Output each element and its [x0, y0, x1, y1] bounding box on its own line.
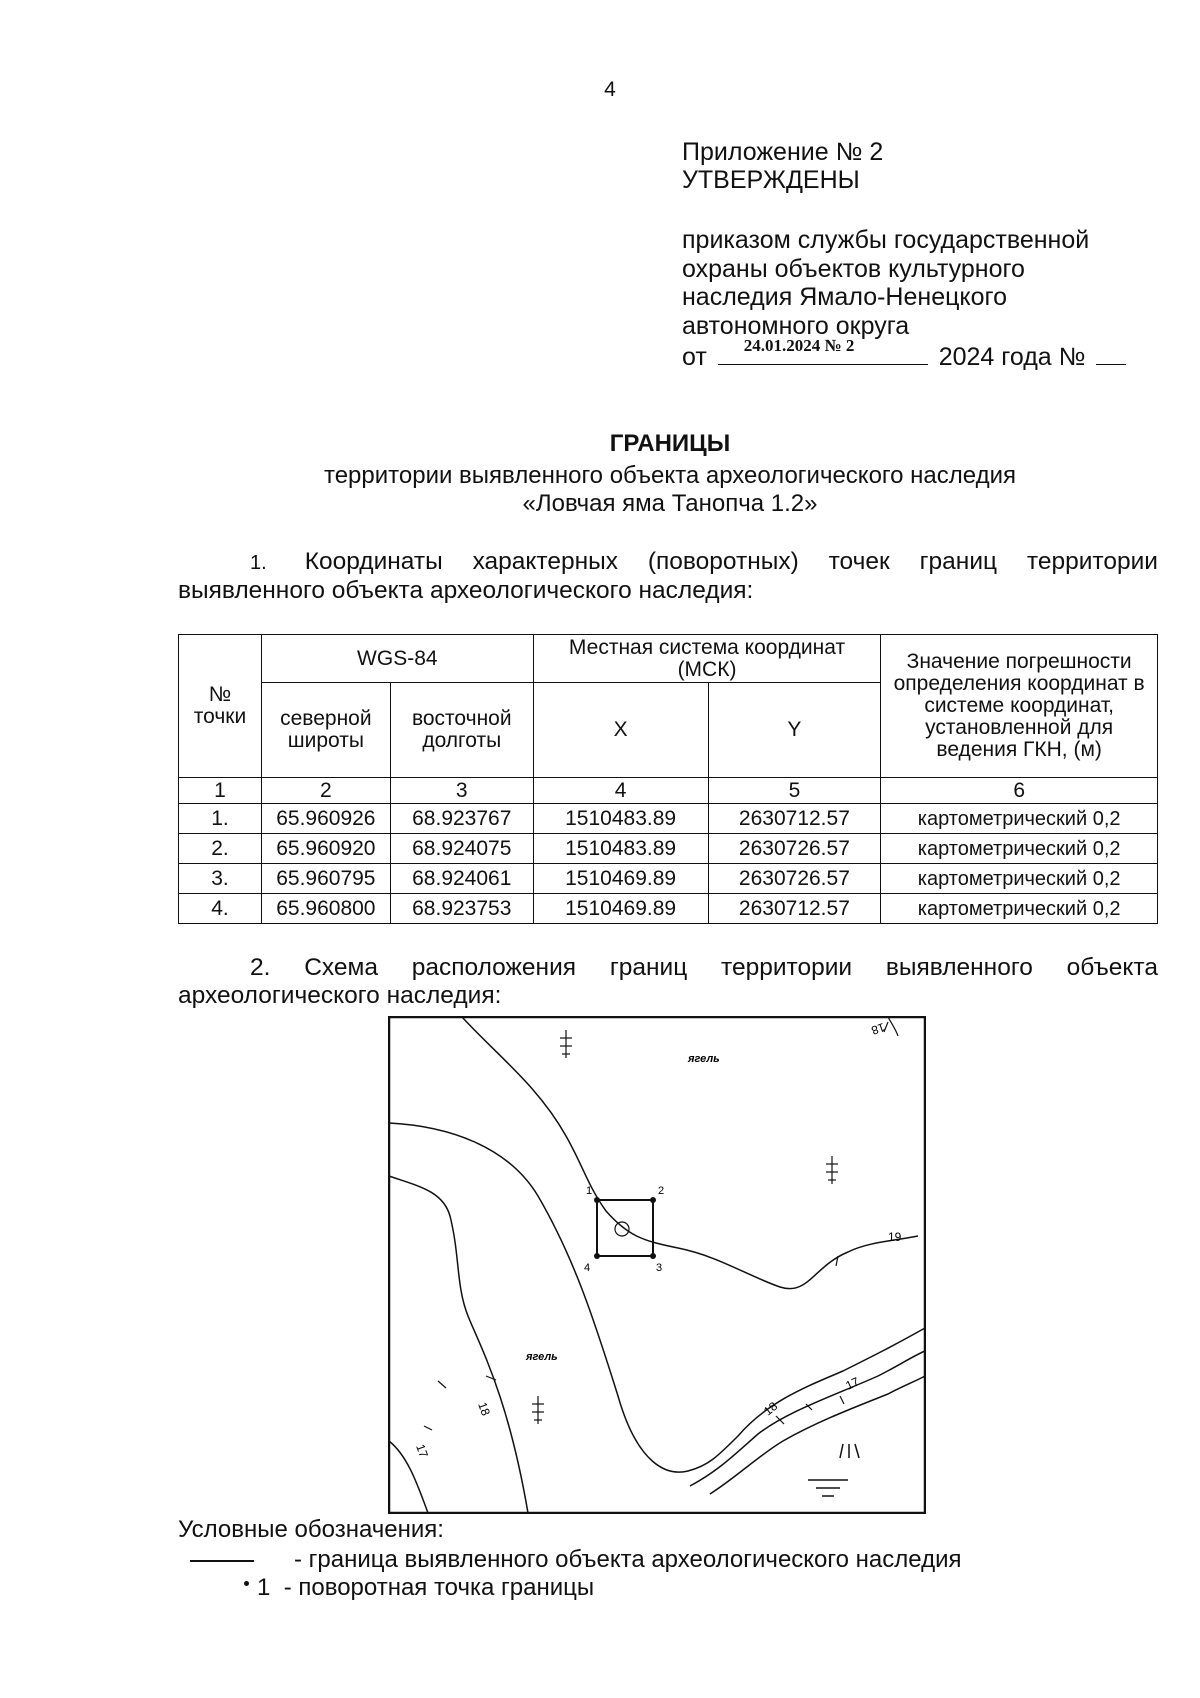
- cell-point: 2.: [179, 834, 262, 864]
- legend-boundary-text: - граница выявленного объекта археологического наследия: [294, 1546, 962, 1573]
- section-2-text: Схема расположения границ территории выявленного объекта: [304, 954, 1158, 981]
- marsh-water-icon: [808, 1480, 848, 1496]
- header-point-no: № точки: [179, 635, 262, 778]
- contour-label: 19: [888, 1230, 902, 1244]
- header-error: Значение погрешности определения координат в системе координат, установленной для ведения ГКН, (м): [881, 635, 1158, 778]
- cell-point: 4.: [179, 894, 262, 924]
- index-cell: 5: [708, 778, 881, 804]
- boundary-map: [388, 1016, 926, 1514]
- turning-point-3: [650, 1253, 656, 1259]
- turning-point-4: [594, 1253, 600, 1259]
- cell-error: картометрический 0,2: [881, 864, 1158, 894]
- table-row: [179, 894, 1158, 924]
- index-cell: 1: [179, 778, 262, 804]
- contour-18-right: [690, 1351, 925, 1486]
- cell-point: 1.: [179, 804, 262, 834]
- turning-point-icon: [244, 1581, 249, 1586]
- year-label: 2024 года №: [938, 343, 1086, 371]
- document-title: ГРАНИЦЫ: [609, 430, 731, 457]
- contour-valley: [389, 1123, 925, 1472]
- header-x: X: [533, 683, 708, 778]
- turning-point-2: [650, 1197, 656, 1203]
- legend-boundary: [190, 1546, 961, 1574]
- section-2-line: археологического наследия:: [178, 982, 502, 1009]
- cell-north: 65.960800: [261, 894, 390, 924]
- cell-north: 65.960926: [261, 804, 390, 834]
- point-label: 3: [656, 1262, 663, 1274]
- page-number: 4: [604, 78, 616, 101]
- cell-x: 1510483.89: [533, 804, 708, 834]
- annex-label: Приложение № 2: [682, 138, 884, 166]
- contour-label: 17: [413, 1442, 431, 1460]
- marsh-grass-icon: [840, 1444, 859, 1458]
- table-row: [179, 864, 1158, 894]
- section-2-line: [178, 954, 1158, 982]
- cell-error: картометрический 0,2: [881, 834, 1158, 864]
- contour-label: 18: [760, 1398, 781, 1419]
- site-marker: [615, 1222, 629, 1236]
- conifer-icon: [532, 1396, 544, 1424]
- section-2-heading: [178, 954, 1158, 1010]
- index-cell: 4: [533, 778, 708, 804]
- header-east: восточной долготы: [390, 683, 533, 778]
- cell-y: 2630726.57: [708, 834, 881, 864]
- date-stamp: 24.01.2024 № 2: [743, 336, 855, 355]
- point-label: 4: [584, 1262, 591, 1274]
- cell-x: 1510483.89: [533, 834, 708, 864]
- cell-north: 65.960920: [261, 834, 390, 864]
- conifer-icon: [560, 1030, 572, 1058]
- legend-point-text: - поворотная точка границы: [283, 1574, 595, 1601]
- contour-tick: [840, 1396, 844, 1404]
- contour-label: 18: [475, 1400, 493, 1418]
- order-line: автономного округа: [682, 311, 910, 340]
- vegetation-label: ягель: [688, 1053, 720, 1065]
- approved-label: УТВЕРЖДЕНЫ: [682, 166, 860, 194]
- boundary-line-icon: [190, 1560, 254, 1562]
- from-label: от: [682, 343, 707, 371]
- coordinates-table: [178, 634, 1158, 924]
- order-reference: [682, 226, 1126, 372]
- table-row: [179, 834, 1158, 864]
- table-row: [179, 804, 1158, 834]
- cell-east: 68.923767: [390, 804, 533, 834]
- legend-title: Условные обозначения:: [178, 1516, 444, 1543]
- cell-error: картометрический 0,2: [881, 804, 1158, 834]
- section-1-line: [178, 548, 1158, 577]
- cell-y: 2630726.57: [708, 864, 881, 894]
- contour-tick: [486, 1376, 496, 1380]
- cell-y: 2630712.57: [708, 894, 881, 924]
- section-1-text: Координаты характерных (поворотных) точек границ территории: [304, 548, 1158, 575]
- order-line: охраны объектов культурного: [682, 254, 1025, 283]
- order-line: наследия Ямало-Ненецкого: [682, 283, 1008, 311]
- number-blank: [1096, 340, 1126, 365]
- approval-block: [682, 138, 883, 194]
- contour-tick: [424, 1426, 432, 1430]
- legend-point: [244, 1574, 594, 1602]
- section-2-number: 2.: [250, 954, 271, 981]
- contour-tick: [438, 1381, 446, 1388]
- order-line: приказом службы государственной: [682, 226, 1090, 254]
- conifer-icon: [826, 1156, 838, 1184]
- cell-x: 1510469.89: [533, 864, 708, 894]
- subtitle-line: территории выявленного объекта археологического наследия: [323, 462, 1016, 489]
- contour-label: 17: [843, 1374, 862, 1393]
- cell-east: 68.924061: [390, 864, 533, 894]
- cell-east: 68.923753: [390, 894, 533, 924]
- index-cell: 6: [881, 778, 1158, 804]
- subtitle-line: «Ловчая яма Танопча 1.2»: [522, 490, 818, 517]
- cell-north: 65.960795: [261, 864, 390, 894]
- header-msk: Местная система координат (МСК): [533, 635, 881, 683]
- point-label: 2: [658, 1185, 665, 1197]
- vegetation-label: ягель: [526, 1351, 558, 1363]
- date-blank: [718, 336, 928, 365]
- section-1-line: выявленного объекта археологического наследия:: [178, 577, 754, 604]
- cell-east: 68.924075: [390, 834, 533, 864]
- index-row: [179, 778, 1158, 804]
- contour-label: 18: [869, 1019, 887, 1038]
- cell-point: 3.: [179, 864, 262, 894]
- header-y: Y: [708, 683, 881, 778]
- contour-17-right: [710, 1376, 925, 1494]
- contour-tick: [776, 1416, 784, 1424]
- point-label: 1: [586, 1185, 593, 1197]
- document-subtitle: [60, 462, 1200, 518]
- section-1-heading: [178, 548, 1158, 605]
- cell-y: 2630712.57: [708, 804, 881, 834]
- order-date-line: [682, 336, 1126, 372]
- index-cell: 2: [261, 778, 390, 804]
- legend-point-num: 1: [257, 1574, 271, 1601]
- turning-point-1: [594, 1197, 600, 1203]
- cell-error: картометрический 0,2: [881, 894, 1158, 924]
- cell-x: 1510469.89: [533, 894, 708, 924]
- header-north: северной широты: [261, 683, 390, 778]
- contour-18-left: [389, 1176, 528, 1513]
- contour-corner: [888, 1017, 898, 1036]
- header-wgs84: WGS-84: [261, 635, 533, 683]
- section-1-number: 1.: [250, 552, 267, 574]
- index-cell: 3: [390, 778, 533, 804]
